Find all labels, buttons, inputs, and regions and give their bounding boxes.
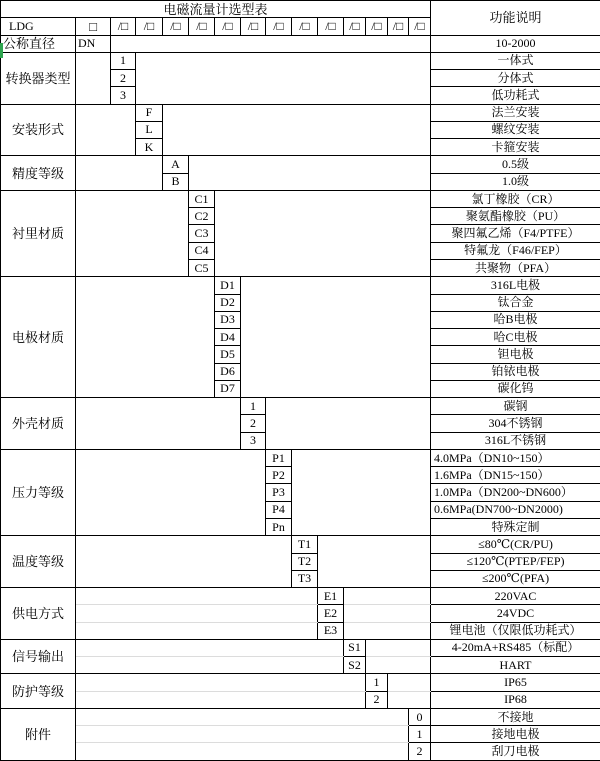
option-desc: ≤120℃(PTEP/FEP) [431,553,600,570]
empty-cell [215,190,431,276]
option-desc: 220VAC [431,588,600,605]
option-desc: 4-20mA+RS485（标配） [431,639,600,656]
section-label: 供电方式 [1,588,76,640]
option-code: 2 [241,415,266,432]
option-code: 3 [111,87,136,104]
empty-cell [366,657,431,674]
option-desc: 碳化钨 [431,380,600,397]
option-code: F [136,104,163,121]
option-code: D2 [215,294,241,311]
option-code: D3 [215,311,241,328]
option-desc: 螺纹安装 [431,121,600,138]
option-code: A [163,156,189,173]
option-code: D7 [215,380,241,397]
code-slot: /□ [292,18,318,35]
empty-cell [76,691,366,708]
option-desc: 哈C电极 [431,329,600,346]
empty-cell [76,536,292,588]
option-code: P1 [266,449,292,466]
empty-cell [266,398,431,450]
empty-cell [344,605,431,622]
option-desc: 铂铱电极 [431,363,600,380]
option-code: Pn [266,518,292,535]
section-label: 附件 [1,708,76,760]
option-desc: 特殊定制 [431,518,600,535]
code-slot: /□ [366,18,388,35]
option-desc: 刮刀电极 [431,743,600,760]
option-code: 1 [366,674,388,691]
model-code: LDG [1,18,76,35]
table-title: 电磁流量计选型表 [1,1,431,18]
empty-cell [76,657,344,674]
function-column-header: 功能说明 [431,1,600,36]
option-desc: 共聚物（PFA） [431,259,600,276]
option-code: E3 [318,622,344,639]
option-desc: 316L不锈钢 [431,432,600,449]
option-desc: 不接地 [431,708,600,725]
empty-cell [76,277,215,398]
empty-cell [292,449,431,535]
option-desc: 氯丁橡胶（CR） [431,190,600,207]
option-code: P4 [266,501,292,518]
option-desc: 钛合金 [431,294,600,311]
option-desc: 分体式 [431,70,600,87]
option-code: D6 [215,363,241,380]
option-code: S1 [344,639,366,656]
empty-cell [76,639,344,656]
option-code: T1 [292,536,318,553]
code-slot: /□ [318,18,344,35]
empty-cell [136,52,431,104]
option-code: C1 [189,190,215,207]
empty-cell [76,726,409,743]
option-desc: 卡箍安装 [431,139,600,156]
option-code: C4 [189,242,215,259]
empty-cell [76,104,136,156]
model-box-placeholder: □ [76,18,111,35]
empty-cell [189,156,431,191]
option-code: 0 [409,708,431,725]
option-desc: 1.6MPa（DN15~150） [431,467,600,484]
section-label: 温度等级 [1,536,76,588]
option-code: C5 [189,259,215,276]
section-label: 外壳材质 [1,398,76,450]
empty-cell [76,743,409,760]
code-slot: /□ [215,18,241,35]
empty-cell [76,708,409,725]
code-slot: /□ [136,18,163,35]
option-desc: 特氟龙（F46/FEP） [431,242,600,259]
option-desc: 10-2000 [431,35,600,52]
option-code: 2 [366,691,388,708]
empty-cell [76,605,318,622]
code-slot: /□ [241,18,266,35]
option-code: C2 [189,208,215,225]
option-desc: ≤80℃(CR/PU) [431,536,600,553]
empty-cell [111,35,431,52]
option-desc: 聚氨酯橡胶（PU） [431,208,600,225]
option-desc: 法兰安装 [431,104,600,121]
option-desc: 锂电池（仅限低功耗式） [431,622,600,639]
option-desc: IP65 [431,674,600,691]
option-desc: 哈B电极 [431,311,600,328]
option-desc: 接地电极 [431,726,600,743]
empty-cell [366,639,431,656]
option-code: P3 [266,484,292,501]
section-label: 信号输出 [1,639,76,674]
code-slot: /□ [266,18,292,35]
option-desc: 1.0级 [431,173,600,190]
option-desc: 1.0MPa（DN200~DN600） [431,484,600,501]
empty-cell [76,674,366,691]
empty-cell [318,536,431,588]
empty-cell [241,277,431,398]
code-slot: /□ [409,18,431,35]
section-label: 衬里材质 [1,190,76,276]
option-desc: 0.6MPa(DN700~DN2000) [431,501,600,518]
option-code: T2 [292,553,318,570]
option-code: 1 [241,398,266,415]
option-desc: ≤200℃(PFA) [431,570,600,587]
option-code: D5 [215,346,241,363]
empty-cell [388,674,431,691]
empty-cell [76,156,163,191]
empty-cell [76,52,111,104]
option-code: L [136,121,163,138]
section-label: 公称直径 [1,35,76,52]
option-desc: 一体式 [431,52,600,69]
option-code: 1 [409,726,431,743]
option-code: S2 [344,657,366,674]
option-code: D4 [215,329,241,346]
code-slot: /□ [388,18,409,35]
option-desc: 4.0MPa（DN10~150） [431,449,600,466]
empty-cell [76,398,241,450]
option-desc: IP68 [431,691,600,708]
section-label: 安装形式 [1,104,76,156]
option-code: E1 [318,588,344,605]
option-code: K [136,139,163,156]
section-label: 转换器类型 [1,52,76,104]
option-desc: 聚四氟乙烯（F4/PTFE） [431,225,600,242]
section-label: 精度等级 [1,156,76,191]
option-desc: 0.5级 [431,156,600,173]
section-label: 防护等级 [1,674,76,709]
option-code: D1 [215,277,241,294]
option-desc: 低功耗式 [431,87,600,104]
option-code: 2 [111,70,136,87]
code-slot: /□ [111,18,136,35]
option-desc: 304不锈钢 [431,415,600,432]
option-desc: 钽电极 [431,346,600,363]
option-code: DN [76,35,111,52]
option-desc: HART [431,657,600,674]
code-slot: /□ [344,18,366,35]
empty-cell [388,691,431,708]
section-label: 压力等级 [1,449,76,535]
empty-cell [344,588,431,605]
option-code: E2 [318,605,344,622]
empty-cell [163,104,431,156]
empty-cell [76,449,266,535]
option-code: T3 [292,570,318,587]
option-code: P2 [266,467,292,484]
option-desc: 316L电极 [431,277,600,294]
green-marker [0,43,3,58]
option-code: 2 [409,743,431,760]
empty-cell [344,622,431,639]
option-code: 1 [111,52,136,69]
section-label: 电极材质 [1,277,76,398]
code-slot: /□ [189,18,215,35]
option-desc: 24VDC [431,605,600,622]
code-slot: /□ [163,18,189,35]
option-desc: 碳钢 [431,398,600,415]
empty-cell [76,190,189,276]
option-code: B [163,173,189,190]
empty-cell [76,588,318,605]
option-code: C3 [189,225,215,242]
option-code: 3 [241,432,266,449]
empty-cell [76,622,318,639]
